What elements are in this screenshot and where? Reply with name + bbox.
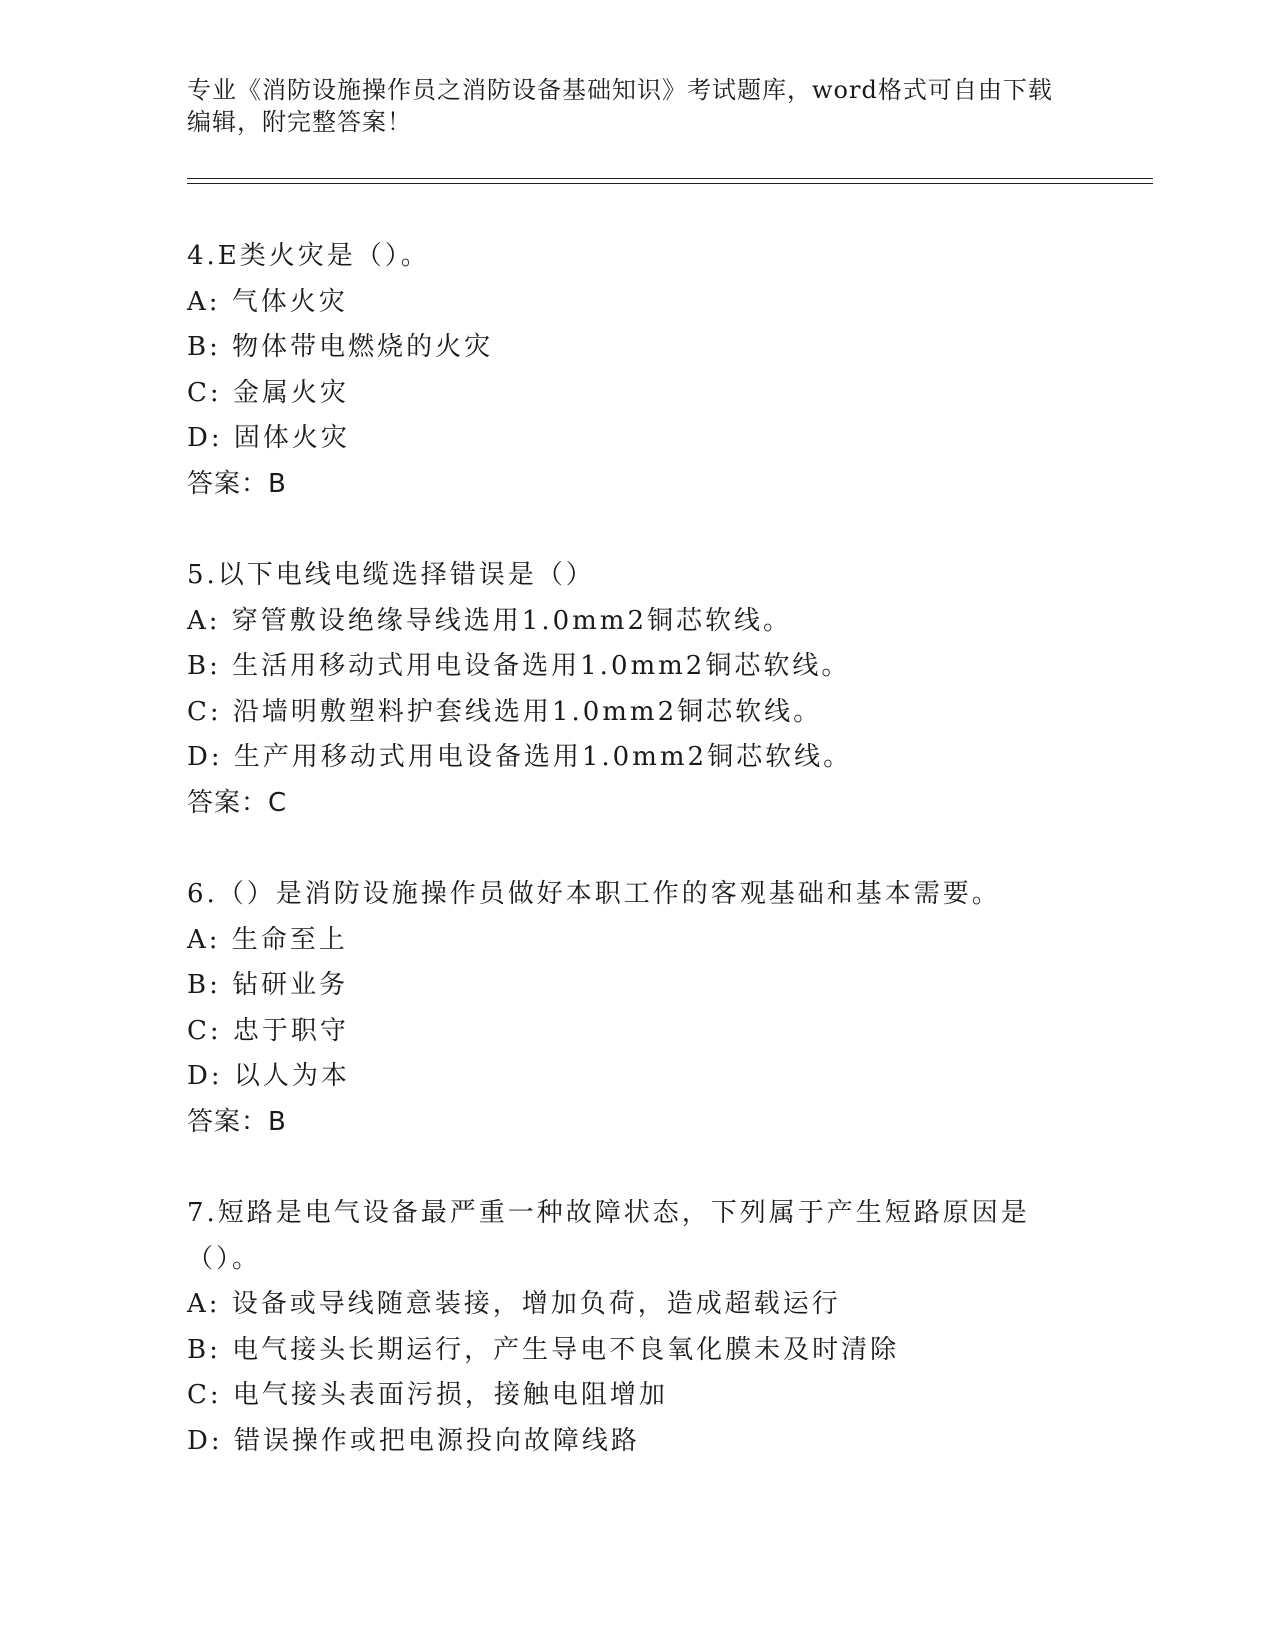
option-b: B: 钻研业务 [187, 970, 349, 1000]
document-header: 专业《消防设施操作员之消防设备基础知识》考试题库，word格式可自由下载编辑，附完整答案！ [187, 76, 1053, 136]
header-divider-bottom [187, 183, 1153, 184]
option-c: C: 沿墙明敷塑料护套线选用1.0mm2铜芯软线。 [187, 696, 823, 727]
question-stem: 6.（）是消防设施操作员做好本职工作的客观基础和基本需要。 [187, 879, 1001, 909]
option-c: C: 金属火灾 [187, 377, 349, 408]
question-4 [187, 234, 1087, 507]
option-b: B: 电气接头长期运行，产生导电不良氧化膜未及时清除 [187, 1334, 900, 1365]
answer: 答案：C [187, 787, 288, 818]
option-a: A: 气体火灾 [187, 286, 348, 317]
option-c: C: 电气接头表面污损，接触电阻增加 [187, 1380, 668, 1410]
answer: 答案：B [187, 1106, 287, 1137]
option-d: D: 错误操作或把电源投向故障线路 [187, 1425, 640, 1456]
option-a: A: 设备或导线随意装接，增加负荷，造成超载运行 [187, 1289, 841, 1319]
answer: 答案：B [187, 468, 287, 499]
option-a: A: 穿管敷设绝缘导线选用1.0mm2铜芯软线。 [187, 605, 793, 636]
option-b: B: 物体带电燃烧的火灾 [187, 332, 494, 362]
question-stem: 4.E类火灾是（）。 [187, 241, 430, 271]
question-6 [187, 872, 1087, 1145]
option-a: A: 生命至上 [187, 924, 348, 955]
question-stem: 5.以下电线电缆选择错误是（） [187, 560, 595, 590]
option-d: D: 生产用移动式用电设备选用1.0mm2铜芯软线。 [187, 742, 853, 772]
option-d: D: 以人为本 [187, 1061, 350, 1091]
question-7 [187, 1191, 1087, 1464]
question-5 [187, 553, 1087, 826]
header-divider-top [187, 178, 1153, 179]
option-d: D: 固体火灾 [187, 423, 350, 453]
option-c: C: 忠于职守 [187, 1015, 349, 1046]
question-stem: 7.短路是电气设备最严重一种故障状态，下列属于产生短路原因是（）。 [187, 1198, 1030, 1274]
option-b: B: 生活用移动式用电设备选用1.0mm2铜芯软线。 [187, 651, 851, 681]
